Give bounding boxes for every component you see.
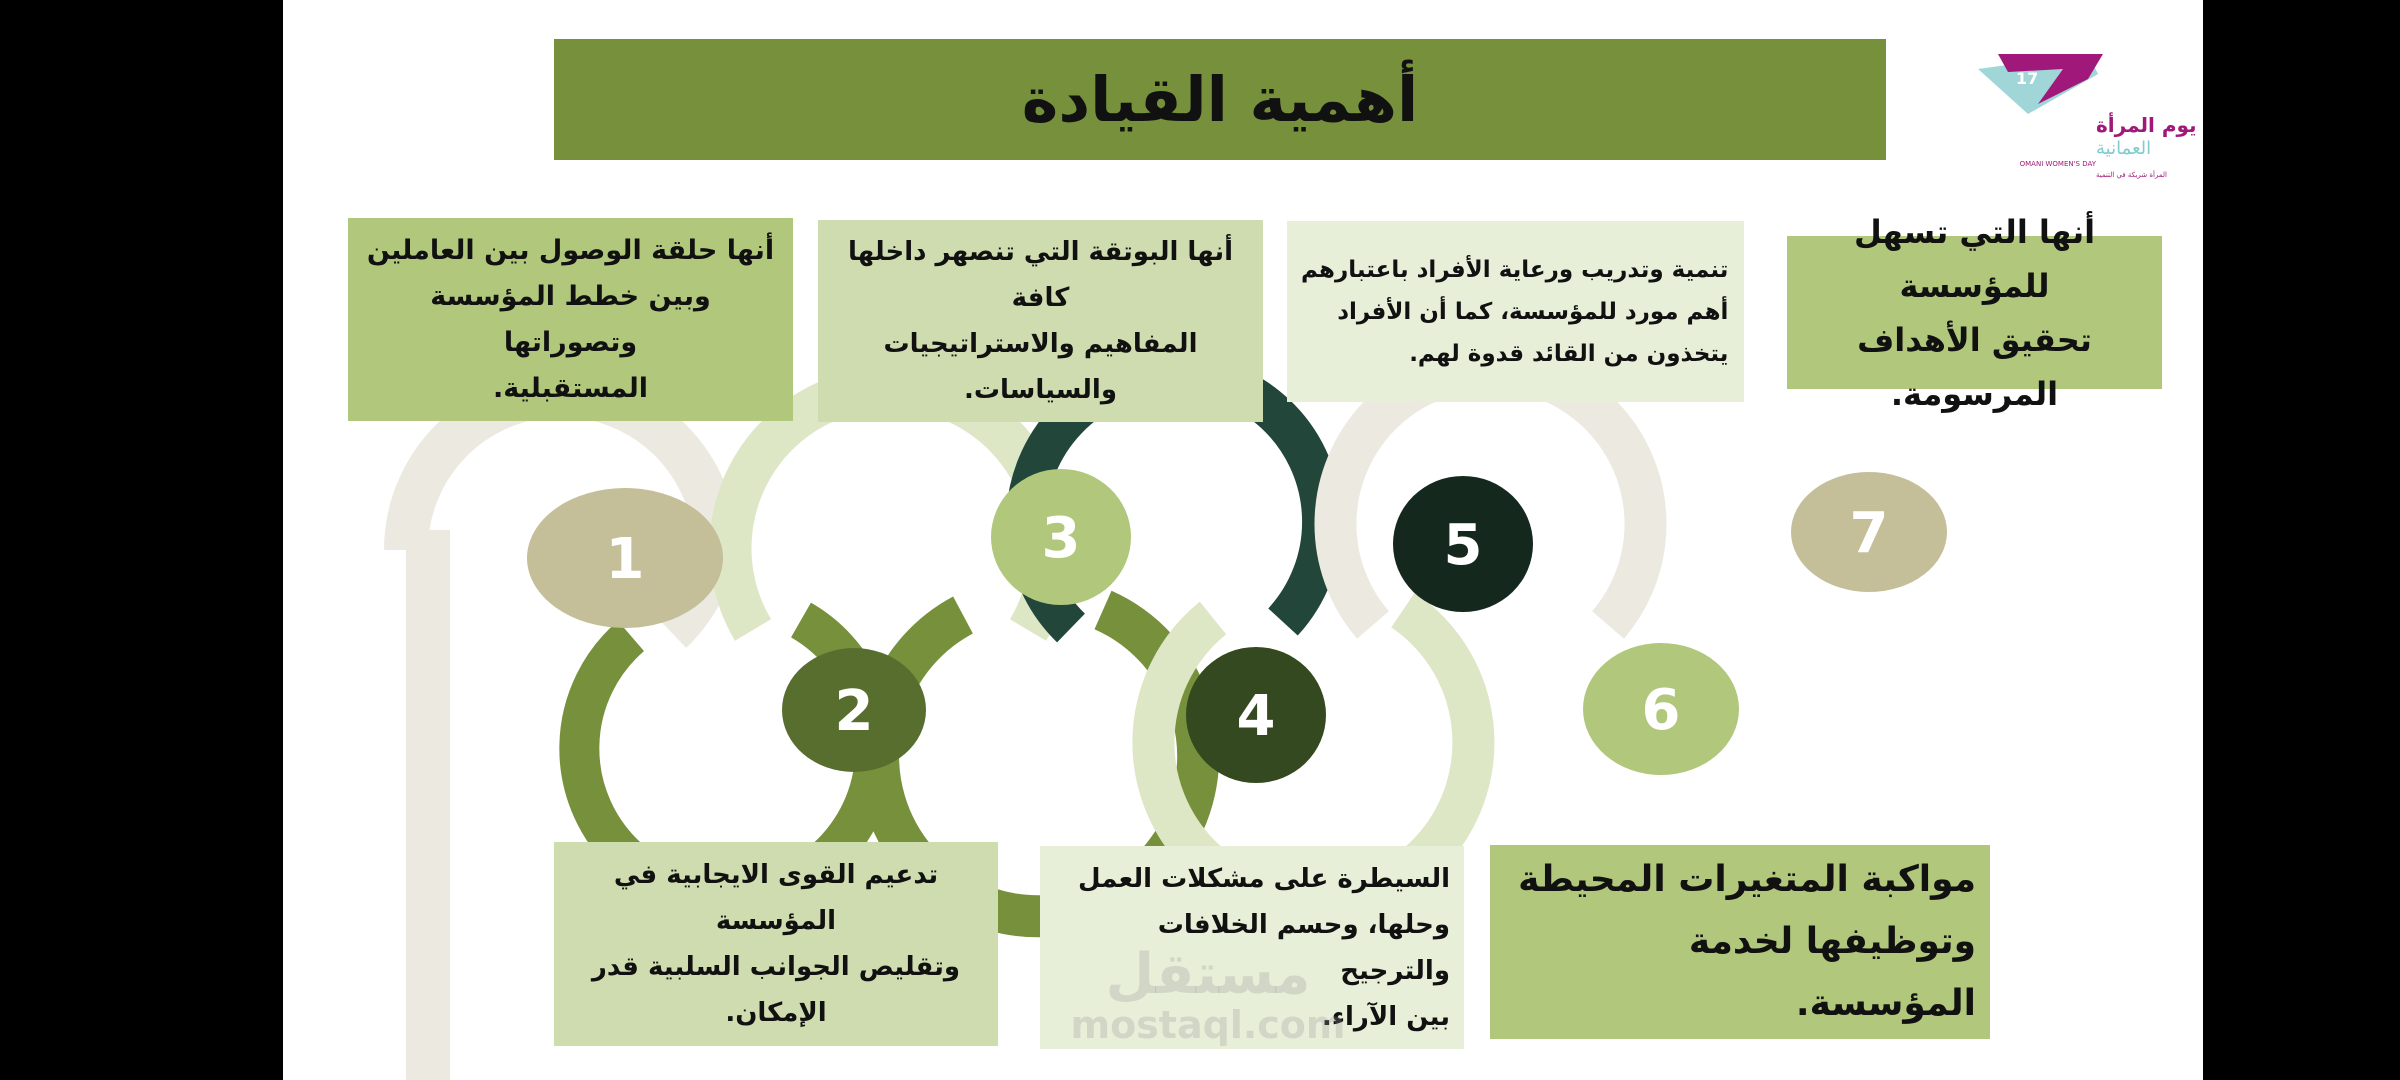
point-box-4-line-3: بين الآراء. <box>1321 1001 1450 1032</box>
point-box-2-text <box>568 852 984 1036</box>
point-box-5 <box>1287 221 1744 402</box>
point-box-7-line-2: تحقيق الأهداف المرسومة. <box>1857 320 2092 413</box>
ring-stem <box>406 530 450 1080</box>
point-box-6-text <box>1504 849 1976 1035</box>
point-box-1 <box>348 218 793 421</box>
watermark-arabic: مستقل <box>1105 942 1311 1007</box>
node-number-6: 6 <box>1641 678 1681 743</box>
point-box-6 <box>1490 845 1990 1039</box>
slide-title: أهمية القيادة <box>1021 63 1419 136</box>
point-box-5-line-3: يتخذون من القائد قدوة لهم. <box>1409 340 1729 367</box>
point-box-3-text <box>832 229 1249 413</box>
point-box-2-line-1: تدعيم القوى الايجابية في المؤسسة <box>613 860 939 936</box>
point-box-7-line-1: أنها التي تسهل للمؤسسة <box>1853 212 2096 305</box>
node-number-3: 3 <box>1041 506 1081 571</box>
point-box-5-text <box>1301 249 1728 375</box>
logo-line4: المرأة شريكة في التنمية <box>2096 171 2167 179</box>
logo-number: 17 <box>2016 69 2039 88</box>
point-box-2 <box>554 842 998 1046</box>
node-number-2: 2 <box>834 679 874 744</box>
slide <box>283 0 2203 1080</box>
point-box-1-line-2: وبين خطط المؤسسة وتصوراتها <box>430 280 711 358</box>
point-box-1-text <box>362 228 779 412</box>
point-box-2-line-2: وتقليص الجوانب السلبية قدر <box>591 952 961 982</box>
point-box-3-line-1: أنها البوتقة التي تنصهر داخلها كافة <box>847 237 1234 313</box>
watermark-latin: mostaql.com <box>1070 1003 1346 1047</box>
logo-line1: يوم المرأة <box>2096 113 2197 137</box>
point-box-3-line-3: والسياسات. <box>963 375 1117 405</box>
node-number-5: 5 <box>1443 513 1483 578</box>
point-box-5-line-1: تنمية وتدريب ورعاية الأفراد باعتبارهم <box>1301 256 1729 283</box>
point-box-7 <box>1787 212 2162 413</box>
point-box-6-line-1: مواكبة المتغيرات المحيطة <box>1518 859 1976 900</box>
point-box-2-line-3: الإمكان. <box>725 998 827 1028</box>
node-number-7: 7 <box>1849 501 1889 566</box>
point-box-3 <box>818 220 1263 422</box>
point-box-4-line-2: وحلها، وحسم الخلافات والترجيح <box>1157 909 1450 986</box>
point-box-4-line-1: السيطرة على مشكلات العمل <box>1078 863 1450 894</box>
point-box-1-line-1: أنها حلقة الوصول بين العاملين <box>366 234 775 266</box>
point-box-7-text <box>1801 205 2148 421</box>
logo-line3: OMANI WOMEN'S DAY <box>2019 160 2096 168</box>
point-box-4 <box>1040 846 1464 1049</box>
logo-line2: العمانية <box>2096 138 2152 159</box>
point-box-1-line-3: المستقبلية. <box>492 372 649 404</box>
point-box-6-line-2: وتوظيفها لخدمة المؤسسة. <box>1688 921 1976 1024</box>
node-number-4: 4 <box>1236 684 1276 749</box>
point-box-4-text <box>1054 856 1450 1040</box>
point-box-5-line-2: أهم مورد للمؤسسة، كما أن الأفراد <box>1337 298 1729 325</box>
node-number-1: 1 <box>605 527 645 592</box>
point-box-3-line-2: المفاهيم والاستراتيجيات <box>883 329 1198 359</box>
